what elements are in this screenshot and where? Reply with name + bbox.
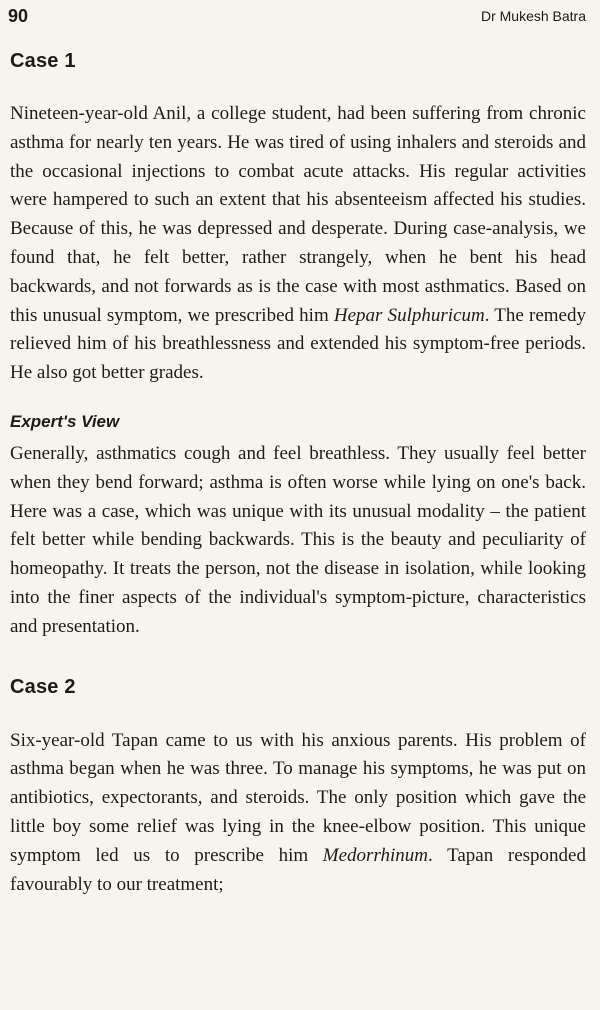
experts-view-paragraph: Generally, asthmatics cough and feel breathless. They usually feel better when they bend forward; asthma is often worse while lying on one's back. Here was a case, which was unique with its unusual modality – the patient felt better while bending backwards. This is the beauty and peculiarity of homeopathy. It treats the person, not the disease in isolation, while looking into the finer aspects of the individual's symptom-picture, characteristics and presentation.	[10, 442, 586, 637]
case-2-remedy: Medorrhinum	[322, 844, 429, 866]
page-number: 90	[8, 6, 29, 26]
page-header	[8, 4, 586, 28]
case-2-heading: Case 2	[10, 675, 76, 698]
experts-view-heading: Expert's View	[10, 411, 120, 431]
page-content	[10, 48, 586, 899]
case-1-text-end: . The remedy relieved him of his breathlessness and extended his symptom-free periods. He also got better grades.	[10, 304, 586, 384]
case-1-text: Nineteen-year-old Anil, a college student, had been suffering from chronic asthma for nearly ten years. He was tired of using inhalers and steroids and the occasional injections to combat acute attacks. His regular activities were hampered to such an extent that his absenteeism affected his studies. Because of this, he was depressed and desperate. During case-analysis, we found that, he felt better, rather strangely, when he bent his head backwards, and not forwards as is the case with most asthmatics. Based on this unusual symptom, we prescribed him	[10, 103, 586, 326]
case-1-remedy: Hepar Sulphuricum	[333, 304, 485, 326]
case-1-heading: Case 1	[10, 50, 76, 72]
running-head: Dr Mukesh Batra	[480, 8, 586, 24]
case-2-paragraph	[10, 727, 586, 900]
case-2-text: Six-year-old Tapan came to us with his anxious parents. His problem of asthma began when he was three. To manage his symptoms, he was put on antibiotics, expectorants, and steroids. The only position which gave the little boy some relief was lying in the knee-elbow position. This unique symptom led us to prescribe him	[10, 729, 586, 866]
case-1-paragraph	[10, 100, 586, 388]
case-2-text-end: . Tapan responded favourably to our treatment;	[10, 844, 586, 895]
